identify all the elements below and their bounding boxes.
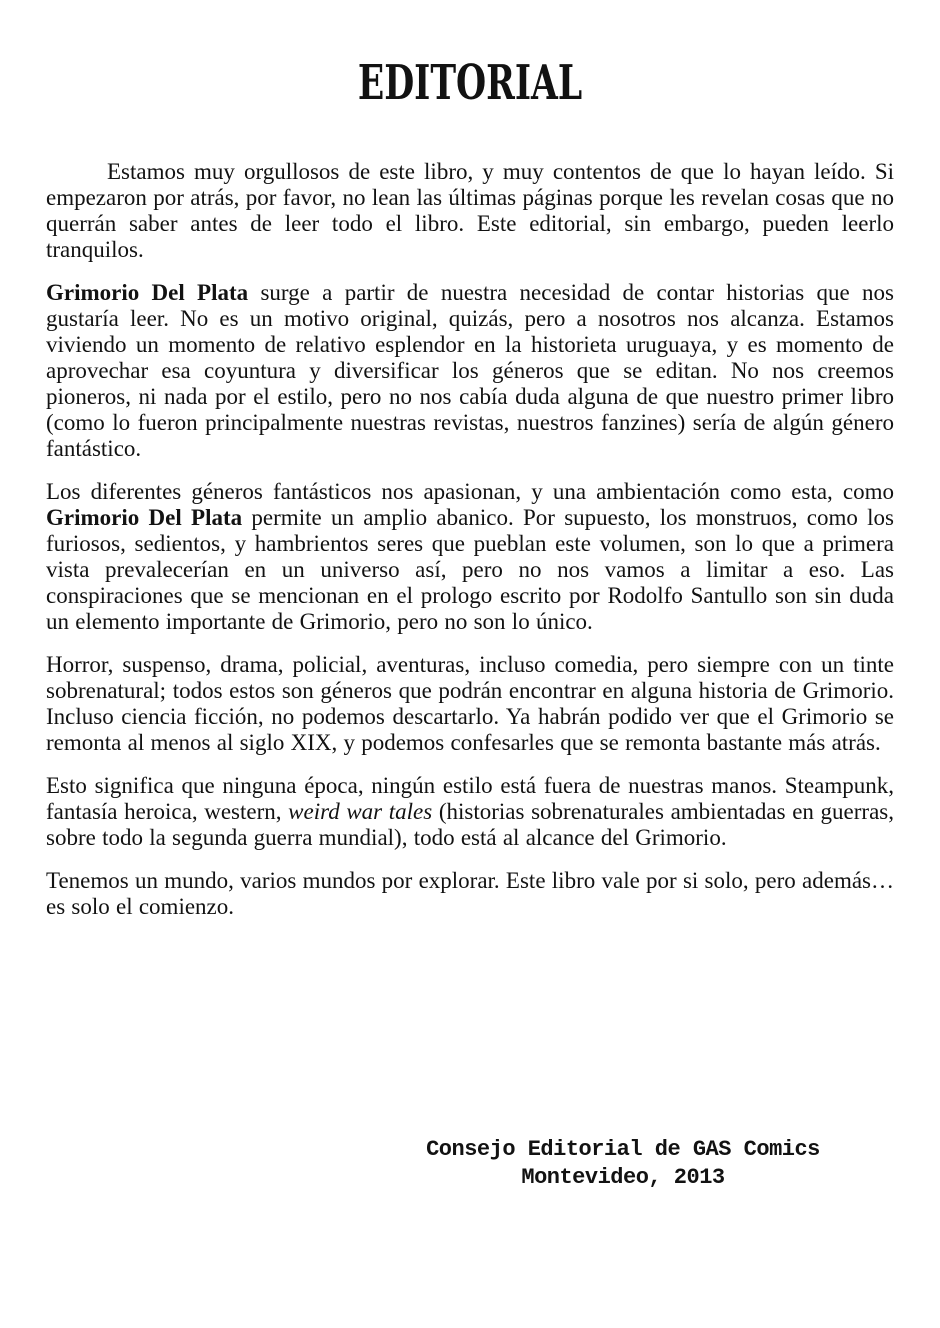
paragraph-2-bold-title: Grimorio Del Plata	[46, 280, 249, 305]
paragraph-3	[46, 479, 894, 635]
signature-line-2: Montevideo, 2013	[521, 1165, 725, 1190]
paragraph-1	[46, 159, 894, 263]
editorial-body	[46, 159, 894, 937]
signature-block	[363, 1136, 883, 1192]
paragraph-6	[46, 868, 894, 920]
paragraph-5	[46, 773, 894, 851]
paragraph-5-text-a: Esto significa que ninguna época, ningún estilo está fuera de nuestras manos. Steampunk, fantasía heroica, western,	[46, 773, 894, 824]
signature-line-1: Consejo Editorial de GAS Comics	[426, 1137, 820, 1162]
paragraph-1-text: Estamos muy orgullosos de este libro, y muy contentos de que lo hayan leído. Si empezaron por atrás, por favor, no lean las últimas páginas porque les revelan cosas que no querrán saber antes de leer todo el libro. Este editorial, sin embargo, pueden leerlo tranquilos.	[46, 159, 894, 262]
paragraph-3-text-a: Los diferentes géneros fantásticos nos apasionan, y una ambientación como esta, como	[46, 479, 894, 504]
paragraph-5-italic-phrase: weird war tales	[288, 799, 433, 824]
paragraph-3-text-b: permite un amplio abanico. Por supuesto, los monstruos, como los furiosos, sedientos, y hambrientos seres que pueblan este volumen, son lo que a primera vista prevalecerían en un universo así, pero no nos vamos a limitar a eso. Las conspiraciones que se mencionan en el prologo escrito por Rodolfo Santullo son sin duda un elemento importante de Grimorio, pero no son lo único.	[46, 505, 894, 634]
page-title: EDITORIAL	[357, 55, 583, 111]
paragraph-4	[46, 652, 894, 756]
paragraph-4-text: Horror, suspenso, drama, policial, aventuras, incluso comedia, pero siempre con un tinte sobrenatural; todos estos son géneros que podrán encontrar en alguna historia de Grimorio. Incluso ciencia ficción, no podemos descartarlo. Ya habrán podido ver que el Grimorio se remonta al menos al siglo XIX, y podemos confesarles que se remonta bastante más atrás.	[46, 652, 894, 755]
paragraph-6-text: Tenemos un mundo, varios mundos por explorar. Este libro vale por si solo, pero además… es solo el comienzo.	[46, 868, 894, 919]
paragraph-2-text: surge a partir de nuestra necesidad de contar historias que nos gustaría leer. No es un motivo original, quizás, pero a nosotros nos alcanza. Estamos viviendo un momento de relativo esplendor en la historieta uruguaya, y es momento de aprovechar esa coyuntura y diversificar los géneros que se editan. No nos creemos pioneros, ni nada por el estilo, pero no nos cabía duda alguna de que nuestro primer libro (como lo fueron principalmente nuestras revistas, nuestros fanzines) sería de algún género fantástico.	[46, 280, 894, 461]
paragraph-3-bold-title: Grimorio Del Plata	[46, 505, 243, 530]
paragraph-2	[46, 280, 894, 462]
paragraph-5-text-b: (historias sobrenaturales ambientadas en guerras, sobre todo la segunda guerra mundial), todo está al alcance del Grimorio.	[46, 799, 894, 850]
